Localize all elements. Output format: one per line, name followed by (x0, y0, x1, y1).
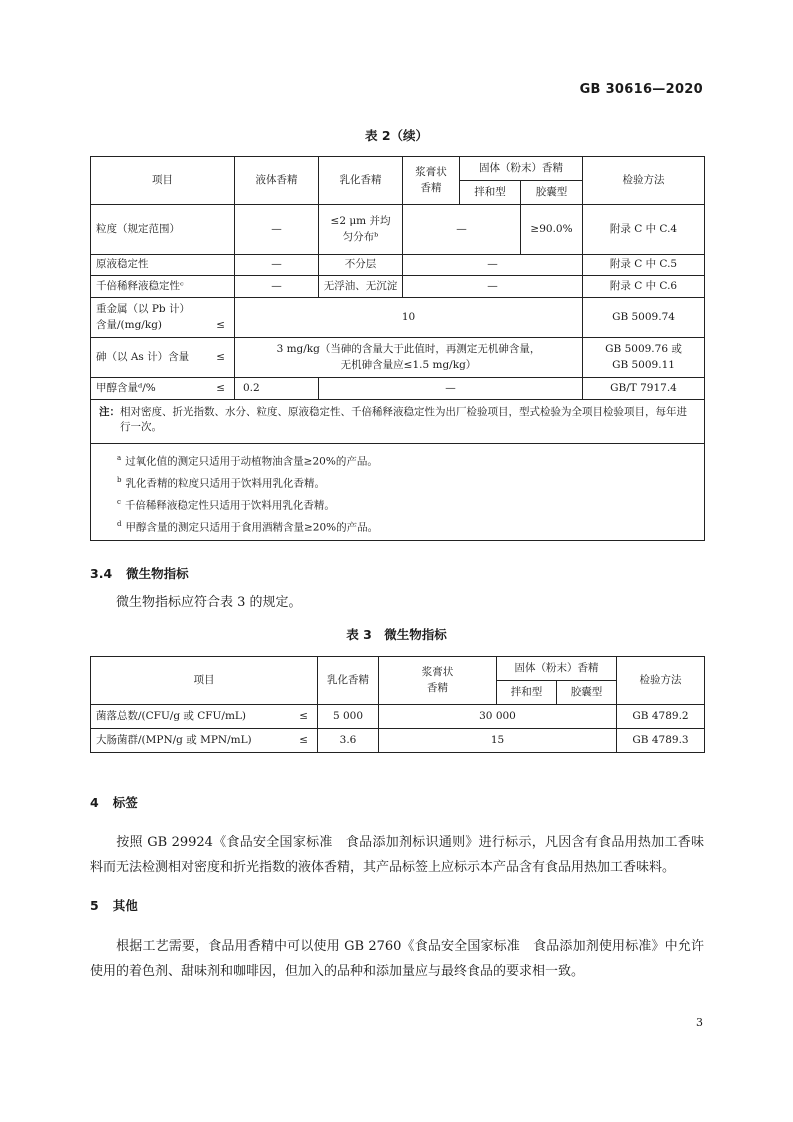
standard-code: GB 30616—2020 (579, 82, 703, 97)
section-3-4-paragraph: 微生物指标应符合表 3 的规定。 (116, 595, 302, 610)
section-4-text (90, 830, 704, 880)
colony-label-cell (91, 705, 318, 729)
footnote-a (117, 449, 696, 471)
heavy-metal-method: GB 5009.74 (583, 298, 705, 338)
arsenic-value-line2: 无机砷含量应≤1.5 mg/kg） (340, 358, 477, 371)
table2-header-liquid: 液体香精 (235, 157, 319, 205)
coliform-emulsion: 3.6 (318, 729, 379, 753)
section-3-4-number: 3.4 (90, 566, 113, 581)
arsenic-label: 砷（以 As 计）含量 (96, 350, 190, 363)
table3-header-paste: 浆膏状香精 (379, 657, 497, 705)
colony-emulsion: 5 000 (318, 705, 379, 729)
table3-row-coliform (91, 729, 705, 753)
methanol-le: ≤ (216, 381, 225, 394)
table2-header-paste: 浆膏状香精 (403, 157, 460, 205)
section-4-title: 标签 (112, 795, 138, 810)
table2-header-solid: 固体（粉末）香精 (460, 157, 583, 181)
arsenic-value (235, 338, 583, 378)
methanol-method: GB/T 7917.4 (583, 378, 705, 400)
colony-rest: 30 000 (379, 705, 617, 729)
dilution-label: 千倍稀释液稳定性ᶜ (91, 276, 235, 298)
methanol-label: 甲醇含量ᵈ/% (96, 381, 156, 394)
table2-footnotes-row (91, 444, 705, 541)
footnote-c-text: 千倍稀释液稳定性只适用于饮料用乳化香精。 (124, 499, 335, 512)
stability-label: 原液稳定性 (91, 255, 235, 276)
colony-method: GB 4789.2 (617, 705, 705, 729)
table2-header-method: 检验方法 (583, 157, 705, 205)
colony-label: 菌落总数/(CFU/g 或 CFU/mL) (96, 709, 246, 722)
table2-row-dilution (91, 276, 705, 298)
footnote-b-text: 乳化香精的粒度只适用于饮料用乳化香精。 (125, 477, 325, 490)
methanol-liquid: 0.2 (235, 378, 319, 400)
footnote-a-text: 过氧化值的测定只适用于动植物油含量≥20%的产品。 (125, 455, 378, 468)
table2-row-stability (91, 255, 705, 276)
page-number: 3 (696, 1016, 703, 1029)
methanol-label-cell (91, 378, 235, 400)
granularity-capsule: ≥90.0% (521, 205, 583, 255)
table2-caption: 表 2（续） (364, 128, 429, 143)
coliform-method: GB 4789.3 (617, 729, 705, 753)
section-3-4-title: 微生物指标 (126, 566, 189, 581)
footnote-d-mark: d (117, 520, 122, 528)
table2 (90, 156, 705, 541)
table2-header-capsule: 胶囊型 (521, 181, 583, 205)
table2-row-granularity (91, 205, 705, 255)
heavy-metal-label-line2: 含量/(mg/kg) (96, 318, 163, 331)
footnote-c-mark: c (117, 498, 121, 506)
methanol-rest: — (319, 378, 583, 400)
section-4-heading (90, 793, 138, 811)
footnote-d-text: 甲醇含量的测定只适用于食用酒精含量≥20%的产品。 (125, 521, 379, 534)
arsenic-method-line1: GB 5009.76 或 (605, 343, 682, 356)
stability-rest: — (403, 255, 583, 276)
table3-header-mixed: 拌和型 (497, 681, 557, 705)
table3 (90, 656, 705, 753)
heavy-metal-value: 10 (235, 298, 583, 338)
section-5-title: 其他 (112, 898, 138, 913)
table2-row-methanol (91, 378, 705, 400)
table3-header-solid: 固体（粉末）香精 (497, 657, 617, 681)
coliform-rest: 15 (379, 729, 617, 753)
footnote-a-mark: a (117, 454, 122, 462)
section-5-text (90, 934, 704, 984)
stability-method: 附录 C 中 C.5 (583, 255, 705, 276)
table3-header-method: 检验方法 (617, 657, 705, 705)
table2-row-heavy-metal (91, 298, 705, 338)
granularity-emulsion: ≤2 μm 并均匀分布ᵇ (319, 205, 403, 255)
note-text: 相对密度、折光指数、水分、粒度、原液稳定性、千倍稀释液稳定性为出厂检验项目，型式检验为全项目检验项目，每年进行一次。 (120, 406, 687, 434)
table2-note-row (91, 400, 705, 444)
dilution-method: 附录 C 中 C.6 (583, 276, 705, 298)
coliform-label-cell (91, 729, 318, 753)
coliform-le: ≤ (299, 733, 308, 746)
section-4-number: 4 (90, 795, 99, 810)
table3-header-item: 项目 (91, 657, 318, 705)
table3-header-emulsion: 乳化香精 (318, 657, 379, 705)
dilution-emulsion: 无浮油、无沉淀 (319, 276, 403, 298)
granularity-paste-mixed: — (403, 205, 521, 255)
table2-header-item: 项目 (91, 157, 235, 205)
arsenic-label-cell (91, 338, 235, 378)
stability-emulsion: 不分层 (319, 255, 403, 276)
section-3-4-text (90, 590, 704, 615)
arsenic-method-line2: GB 5009.11 (612, 358, 675, 371)
footnote-d (117, 515, 696, 537)
table3-row-colony (91, 705, 705, 729)
table2-header-emulsion: 乳化香精 (319, 157, 403, 205)
section-5-number: 5 (90, 898, 99, 913)
arsenic-le: ≤ (216, 350, 225, 363)
heavy-metal-le: ≤ (216, 318, 225, 331)
coliform-label: 大肠菌群/(MPN/g 或 MPN/mL) (96, 733, 252, 746)
table3-caption: 表 3 微生物指标 (346, 627, 447, 642)
heavy-metal-label-line1: 重金属（以 Pb 计） (96, 303, 190, 316)
stability-liquid: — (235, 255, 319, 276)
table2-note (91, 400, 705, 444)
section-5-paragraph: 根据工艺需要，食品用香精中可以使用 GB 2760《食品安全国家标准 食品添加剂使用标准》中允许使用的着色剂、甜味剂和咖啡因，但加入的品种和添加量应与最终食品的要求相一致。 (90, 939, 704, 979)
heavy-metal-label (91, 298, 235, 338)
section-3-4-heading (90, 564, 189, 582)
arsenic-method (583, 338, 705, 378)
footnote-b-mark: b (117, 476, 122, 484)
section-4-paragraph: 按照 GB 29924《食品安全国家标准 食品添加剂标识通则》进行标示，凡因含有食品用热加工香味料而无法检测相对密度和折光指数的液体香精，其产品标签上应标示本产品含有食品用热加工香味料。 (90, 835, 704, 875)
footnote-c (117, 493, 696, 515)
table2-header-mixed: 拌和型 (460, 181, 521, 205)
granularity-method: 附录 C 中 C.4 (583, 205, 705, 255)
arsenic-value-line1: 3 mg/kg（当砷的含量大于此值时，再测定无机砷含量， (276, 343, 541, 356)
table3-header-capsule: 胶囊型 (557, 681, 617, 705)
dilution-liquid: — (235, 276, 319, 298)
note-label: 注： (99, 406, 120, 418)
table2-row-arsenic (91, 338, 705, 378)
colony-le: ≤ (299, 709, 308, 722)
section-5-heading (90, 896, 138, 914)
footnote-b (117, 471, 696, 493)
table2-footnotes (91, 444, 705, 541)
granularity-label: 粒度（规定范围） (91, 205, 235, 255)
granularity-liquid: — (235, 205, 319, 255)
dilution-rest: — (403, 276, 583, 298)
